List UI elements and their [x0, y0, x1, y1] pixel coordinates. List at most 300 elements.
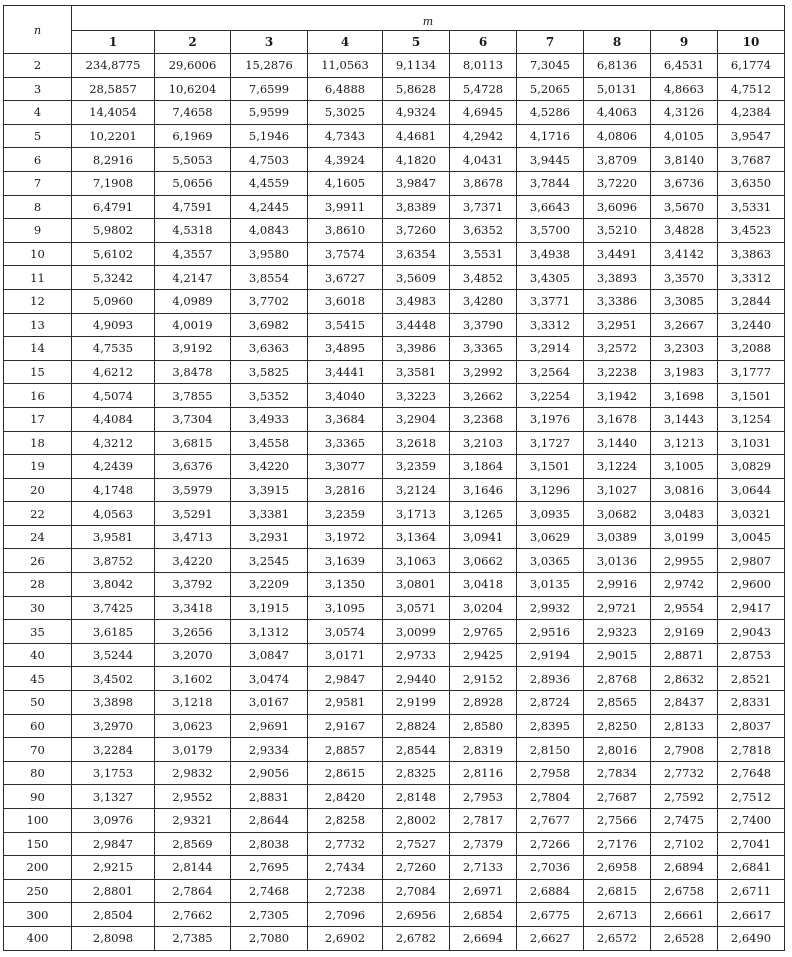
- value-cell: 2,6490: [718, 926, 785, 950]
- value-cell: 3,4441: [308, 360, 383, 384]
- value-cell: 2,8144: [155, 856, 231, 880]
- value-cell: 3,4983: [383, 289, 450, 313]
- value-cell: 2,8936: [517, 667, 584, 691]
- value-cell: 2,6572: [584, 926, 651, 950]
- value-cell: 2,9167: [308, 714, 383, 738]
- table-row: [4, 525, 785, 549]
- value-cell: 2,8016: [584, 738, 651, 762]
- value-cell: 3,1678: [584, 407, 651, 431]
- value-cell: 3,2209: [231, 573, 308, 597]
- value-cell: 2,7266: [517, 832, 584, 856]
- value-cell: 2,9847: [308, 667, 383, 691]
- value-cell: 2,7400: [718, 809, 785, 833]
- value-cell: 3,2440: [718, 313, 785, 337]
- value-cell: 2,7096: [308, 903, 383, 927]
- value-cell: 3,2238: [584, 360, 651, 384]
- value-cell: 3,1254: [718, 407, 785, 431]
- value-cell: 6,4791: [72, 195, 155, 219]
- value-cell: 3,0571: [383, 596, 450, 620]
- value-cell: 3,4713: [155, 525, 231, 549]
- value-cell: 3,2124: [383, 478, 450, 502]
- value-cell: 3,0418: [450, 573, 517, 597]
- value-cell: 4,9093: [72, 313, 155, 337]
- value-cell: 3,2816: [308, 478, 383, 502]
- value-cell: 5,5053: [155, 148, 231, 172]
- m-value-header: 9: [651, 31, 718, 54]
- table-row: [4, 502, 785, 526]
- n-value-cell: 100: [4, 809, 72, 833]
- value-cell: 3,1639: [308, 549, 383, 573]
- value-cell: 2,6617: [718, 903, 785, 927]
- value-cell: 28,5857: [72, 77, 155, 101]
- table-row: [4, 856, 785, 880]
- table-row: [4, 313, 785, 337]
- header-row-m: [4, 6, 785, 31]
- n-value-cell: 16: [4, 384, 72, 408]
- value-cell: 3,0629: [517, 525, 584, 549]
- value-cell: 2,7102: [651, 832, 718, 856]
- value-cell: 2,8768: [584, 667, 651, 691]
- value-cell: 2,7041: [718, 832, 785, 856]
- value-cell: 2,7238: [308, 879, 383, 903]
- value-cell: 2,9832: [155, 761, 231, 785]
- value-cell: 3,3365: [308, 431, 383, 455]
- value-cell: 3,2103: [450, 431, 517, 455]
- value-cell: 2,6902: [308, 926, 383, 950]
- value-cell: 3,6376: [155, 455, 231, 479]
- table-row: [4, 124, 785, 148]
- value-cell: 3,1983: [651, 360, 718, 384]
- value-cell: 3,8389: [383, 195, 450, 219]
- value-cell: 4,8663: [651, 77, 718, 101]
- value-cell: 3,4040: [308, 384, 383, 408]
- n-value-cell: 2: [4, 54, 72, 78]
- value-cell: 4,7512: [718, 77, 785, 101]
- value-cell: 3,3771: [517, 289, 584, 313]
- value-cell: 3,1005: [651, 455, 718, 479]
- value-cell: 4,0563: [72, 502, 155, 526]
- n-value-cell: 250: [4, 879, 72, 903]
- value-cell: 3,2656: [155, 620, 231, 644]
- table-row: [4, 148, 785, 172]
- value-cell: 2,6956: [383, 903, 450, 927]
- value-cell: 2,7527: [383, 832, 450, 856]
- value-cell: 2,9691: [231, 714, 308, 738]
- table-row: [4, 643, 785, 667]
- n-value-cell: 90: [4, 785, 72, 809]
- value-cell: 2,9043: [718, 620, 785, 644]
- value-cell: 3,5609: [383, 266, 450, 290]
- value-cell: 3,4895: [308, 337, 383, 361]
- value-cell: 3,0167: [231, 691, 308, 715]
- value-cell: 3,3863: [718, 242, 785, 266]
- table-row: [4, 266, 785, 290]
- value-cell: 3,0045: [718, 525, 785, 549]
- n-value-cell: 26: [4, 549, 72, 573]
- value-cell: 2,8544: [383, 738, 450, 762]
- value-cell: 3,1364: [383, 525, 450, 549]
- value-cell: 2,8116: [450, 761, 517, 785]
- value-cell: 2,7379: [450, 832, 517, 856]
- value-cell: 3,7304: [155, 407, 231, 431]
- value-cell: 3,1027: [584, 478, 651, 502]
- value-cell: 2,6894: [651, 856, 718, 880]
- value-cell: 3,7371: [450, 195, 517, 219]
- value-cell: 2,8420: [308, 785, 383, 809]
- value-cell: 2,7732: [651, 761, 718, 785]
- value-cell: 3,1713: [383, 502, 450, 526]
- value-cell: 2,8395: [517, 714, 584, 738]
- table-row: [4, 478, 785, 502]
- table-row: [4, 691, 785, 715]
- n-value-cell: 14: [4, 337, 72, 361]
- value-cell: 3,7855: [155, 384, 231, 408]
- value-cell: 2,6782: [383, 926, 450, 950]
- value-cell: 3,1646: [450, 478, 517, 502]
- n-value-cell: 11: [4, 266, 72, 290]
- m-value-header: 10: [718, 31, 785, 54]
- value-cell: 3,7702: [231, 289, 308, 313]
- value-cell: 2,8644: [231, 809, 308, 833]
- value-cell: 2,7677: [517, 809, 584, 833]
- value-cell: 7,6599: [231, 77, 308, 101]
- value-cell: 3,3312: [718, 266, 785, 290]
- value-cell: 2,9169: [651, 620, 718, 644]
- m-value-header: 3: [231, 31, 308, 54]
- value-cell: 3,6350: [718, 171, 785, 195]
- value-cell: 3,3381: [231, 502, 308, 526]
- value-cell: 3,2359: [383, 455, 450, 479]
- value-cell: 2,9581: [308, 691, 383, 715]
- value-cell: 3,2951: [584, 313, 651, 337]
- value-cell: 2,8857: [308, 738, 383, 762]
- table-row: [4, 573, 785, 597]
- value-cell: 3,1942: [584, 384, 651, 408]
- value-cell: 3,2368: [450, 407, 517, 431]
- value-cell: 3,7260: [383, 219, 450, 243]
- value-cell: 3,1976: [517, 407, 584, 431]
- value-cell: 3,0483: [651, 502, 718, 526]
- value-cell: 3,3312: [517, 313, 584, 337]
- value-cell: 3,9911: [308, 195, 383, 219]
- value-cell: 3,1753: [72, 761, 155, 785]
- n-value-cell: 7: [4, 171, 72, 195]
- table-body: [4, 54, 785, 951]
- value-cell: 3,8752: [72, 549, 155, 573]
- value-cell: 2,8928: [450, 691, 517, 715]
- value-cell: 3,4220: [231, 455, 308, 479]
- value-cell: 2,7958: [517, 761, 584, 785]
- value-cell: 3,0171: [308, 643, 383, 667]
- value-cell: 8,0113: [450, 54, 517, 78]
- value-cell: 3,1602: [155, 667, 231, 691]
- table-row: [4, 549, 785, 573]
- value-cell: 2,9847: [72, 832, 155, 856]
- value-cell: 4,3212: [72, 431, 155, 455]
- value-cell: 3,2904: [383, 407, 450, 431]
- value-cell: 3,4305: [517, 266, 584, 290]
- value-cell: 5,8628: [383, 77, 450, 101]
- value-cell: 2,6661: [651, 903, 718, 927]
- n-column-header: n: [4, 6, 72, 54]
- value-cell: 3,0135: [517, 573, 584, 597]
- value-cell: 2,8437: [651, 691, 718, 715]
- value-cell: 3,6185: [72, 620, 155, 644]
- value-cell: 5,9802: [72, 219, 155, 243]
- n-value-cell: 40: [4, 643, 72, 667]
- value-cell: 3,6018: [308, 289, 383, 313]
- value-cell: 3,6354: [383, 242, 450, 266]
- value-cell: 3,1727: [517, 431, 584, 455]
- value-cell: 3,4933: [231, 407, 308, 431]
- value-cell: 10,6204: [155, 77, 231, 101]
- value-cell: 4,1820: [383, 148, 450, 172]
- value-cell: 2,6775: [517, 903, 584, 927]
- value-cell: 4,0806: [584, 124, 651, 148]
- value-cell: 2,8724: [517, 691, 584, 715]
- value-cell: 2,7662: [155, 903, 231, 927]
- value-cell: 3,3792: [155, 573, 231, 597]
- value-cell: 6,8136: [584, 54, 651, 78]
- value-cell: 3,7220: [584, 171, 651, 195]
- value-cell: 3,0976: [72, 809, 155, 833]
- table-row: [4, 761, 785, 785]
- value-cell: 3,0829: [718, 455, 785, 479]
- value-cell: 3,9581: [72, 525, 155, 549]
- value-cell: 3,6815: [155, 431, 231, 455]
- value-cell: 7,1908: [72, 171, 155, 195]
- value-cell: 2,6627: [517, 926, 584, 950]
- value-cell: 2,7512: [718, 785, 785, 809]
- value-cell: 14,4054: [72, 101, 155, 125]
- table-row: [4, 101, 785, 125]
- value-cell: 4,5318: [155, 219, 231, 243]
- value-cell: 3,2303: [651, 337, 718, 361]
- value-cell: 3,2572: [584, 337, 651, 361]
- n-value-cell: 22: [4, 502, 72, 526]
- value-cell: 4,9324: [383, 101, 450, 125]
- value-cell: 3,7425: [72, 596, 155, 620]
- value-cell: 3,0847: [231, 643, 308, 667]
- table-row: [4, 809, 785, 833]
- value-cell: 2,8615: [308, 761, 383, 785]
- value-cell: 3,3684: [308, 407, 383, 431]
- value-cell: 2,7648: [718, 761, 785, 785]
- n-value-cell: 150: [4, 832, 72, 856]
- value-cell: 2,8831: [231, 785, 308, 809]
- value-cell: 3,8478: [155, 360, 231, 384]
- value-cell: 3,3418: [155, 596, 231, 620]
- value-cell: 2,9955: [651, 549, 718, 573]
- value-cell: 4,1605: [308, 171, 383, 195]
- table-row: [4, 54, 785, 78]
- n-value-cell: 70: [4, 738, 72, 762]
- value-cell: 3,5531: [450, 242, 517, 266]
- value-cell: 2,8521: [718, 667, 785, 691]
- value-cell: 3,9547: [718, 124, 785, 148]
- value-cell: 15,2876: [231, 54, 308, 78]
- table-row: [4, 431, 785, 455]
- n-value-cell: 24: [4, 525, 72, 549]
- value-cell: 3,1915: [231, 596, 308, 620]
- value-cell: 3,3077: [308, 455, 383, 479]
- value-cell: 2,7176: [584, 832, 651, 856]
- value-cell: 3,1224: [584, 455, 651, 479]
- value-cell: 2,7475: [651, 809, 718, 833]
- value-cell: 4,7591: [155, 195, 231, 219]
- value-cell: 3,8554: [231, 266, 308, 290]
- table-row: [4, 360, 785, 384]
- value-cell: 3,0662: [450, 549, 517, 573]
- value-cell: 2,6758: [651, 879, 718, 903]
- value-cell: 9,1134: [383, 54, 450, 78]
- value-cell: 3,2564: [517, 360, 584, 384]
- value-cell: 3,2070: [155, 643, 231, 667]
- table-row: [4, 219, 785, 243]
- value-cell: 3,1440: [584, 431, 651, 455]
- value-cell: 5,0960: [72, 289, 155, 313]
- m-value-header: 8: [584, 31, 651, 54]
- value-cell: 3,0321: [718, 502, 785, 526]
- value-cell: 2,8037: [718, 714, 785, 738]
- value-cell: 2,7468: [231, 879, 308, 903]
- value-cell: 234,8775: [72, 54, 155, 78]
- value-cell: 3,1350: [308, 573, 383, 597]
- value-cell: 3,2970: [72, 714, 155, 738]
- value-cell: 3,2662: [450, 384, 517, 408]
- value-cell: 2,8801: [72, 879, 155, 903]
- value-cell: 3,4491: [584, 242, 651, 266]
- value-cell: 3,0682: [584, 502, 651, 526]
- value-cell: 3,2992: [450, 360, 517, 384]
- value-cell: 2,6528: [651, 926, 718, 950]
- value-cell: 3,9192: [155, 337, 231, 361]
- value-cell: 2,8580: [450, 714, 517, 738]
- value-cell: 4,0019: [155, 313, 231, 337]
- value-cell: 3,2844: [718, 289, 785, 313]
- value-cell: 3,1864: [450, 455, 517, 479]
- value-cell: 3,1698: [651, 384, 718, 408]
- value-cell: 3,0204: [450, 596, 517, 620]
- value-cell: 2,9552: [155, 785, 231, 809]
- n-value-cell: 3: [4, 77, 72, 101]
- value-cell: 4,0989: [155, 289, 231, 313]
- value-cell: 2,9199: [383, 691, 450, 715]
- value-cell: 4,7503: [231, 148, 308, 172]
- value-cell: 3,2618: [383, 431, 450, 455]
- value-cell: 2,7695: [231, 856, 308, 880]
- value-cell: 4,2445: [231, 195, 308, 219]
- value-cell: 3,4448: [383, 313, 450, 337]
- value-cell: 3,0623: [155, 714, 231, 738]
- value-cell: 2,9932: [517, 596, 584, 620]
- value-cell: 4,7343: [308, 124, 383, 148]
- value-cell: 7,4658: [155, 101, 231, 125]
- value-cell: 2,9417: [718, 596, 785, 620]
- value-cell: 4,0105: [651, 124, 718, 148]
- value-cell: 2,6694: [450, 926, 517, 950]
- value-cell: 4,5074: [72, 384, 155, 408]
- value-cell: 4,1716: [517, 124, 584, 148]
- table-row: [4, 667, 785, 691]
- value-cell: 2,9056: [231, 761, 308, 785]
- value-cell: 3,0136: [584, 549, 651, 573]
- value-cell: 2,7953: [450, 785, 517, 809]
- m-group-header: m: [72, 6, 785, 31]
- n-value-cell: 5: [4, 124, 72, 148]
- value-cell: 3,6736: [651, 171, 718, 195]
- value-cell: 5,0656: [155, 171, 231, 195]
- value-cell: 2,8098: [72, 926, 155, 950]
- value-cell: 3,0801: [383, 573, 450, 597]
- value-cell: 3,6982: [231, 313, 308, 337]
- value-cell: 2,7908: [651, 738, 718, 762]
- value-cell: 2,7732: [308, 832, 383, 856]
- value-cell: 3,0099: [383, 620, 450, 644]
- table-row: [4, 407, 785, 431]
- value-cell: 3,3223: [383, 384, 450, 408]
- n-value-cell: 20: [4, 478, 72, 502]
- value-cell: 5,9599: [231, 101, 308, 125]
- value-cell: 2,8569: [155, 832, 231, 856]
- value-cell: 3,8709: [584, 148, 651, 172]
- value-cell: 3,2545: [231, 549, 308, 573]
- n-value-cell: 60: [4, 714, 72, 738]
- value-cell: 3,0644: [718, 478, 785, 502]
- value-cell: 2,7080: [231, 926, 308, 950]
- value-cell: 3,5210: [584, 219, 651, 243]
- value-cell: 3,1095: [308, 596, 383, 620]
- table-row: [4, 832, 785, 856]
- value-cell: 6,1774: [718, 54, 785, 78]
- value-cell: 2,8824: [383, 714, 450, 738]
- n-value-cell: 50: [4, 691, 72, 715]
- value-cell: 3,2914: [517, 337, 584, 361]
- value-cell: 2,9807: [718, 549, 785, 573]
- value-cell: 7,3045: [517, 54, 584, 78]
- value-cell: 4,7535: [72, 337, 155, 361]
- value-cell: 4,3126: [651, 101, 718, 125]
- value-cell: 2,9600: [718, 573, 785, 597]
- value-cell: 2,8038: [231, 832, 308, 856]
- value-cell: 3,1972: [308, 525, 383, 549]
- n-value-cell: 6: [4, 148, 72, 172]
- m-value-header: 5: [383, 31, 450, 54]
- value-cell: 2,6958: [584, 856, 651, 880]
- value-cell: 2,8565: [584, 691, 651, 715]
- value-cell: 3,1501: [718, 384, 785, 408]
- value-cell: 3,1443: [651, 407, 718, 431]
- value-cell: 3,9445: [517, 148, 584, 172]
- value-cell: 2,7818: [718, 738, 785, 762]
- value-cell: 3,1312: [231, 620, 308, 644]
- value-cell: 2,7834: [584, 761, 651, 785]
- value-cell: 3,1218: [155, 691, 231, 715]
- value-cell: 2,7385: [155, 926, 231, 950]
- value-cell: 2,8133: [651, 714, 718, 738]
- value-cell: 5,4728: [450, 77, 517, 101]
- value-cell: 2,9334: [231, 738, 308, 762]
- value-cell: 3,4558: [231, 431, 308, 455]
- value-cell: 3,6727: [308, 266, 383, 290]
- n-value-cell: 200: [4, 856, 72, 880]
- n-value-cell: 28: [4, 573, 72, 597]
- value-cell: 4,6212: [72, 360, 155, 384]
- value-cell: 2,7817: [450, 809, 517, 833]
- value-cell: 4,3557: [155, 242, 231, 266]
- value-cell: 2,6713: [584, 903, 651, 927]
- value-cell: 3,1031: [718, 431, 785, 455]
